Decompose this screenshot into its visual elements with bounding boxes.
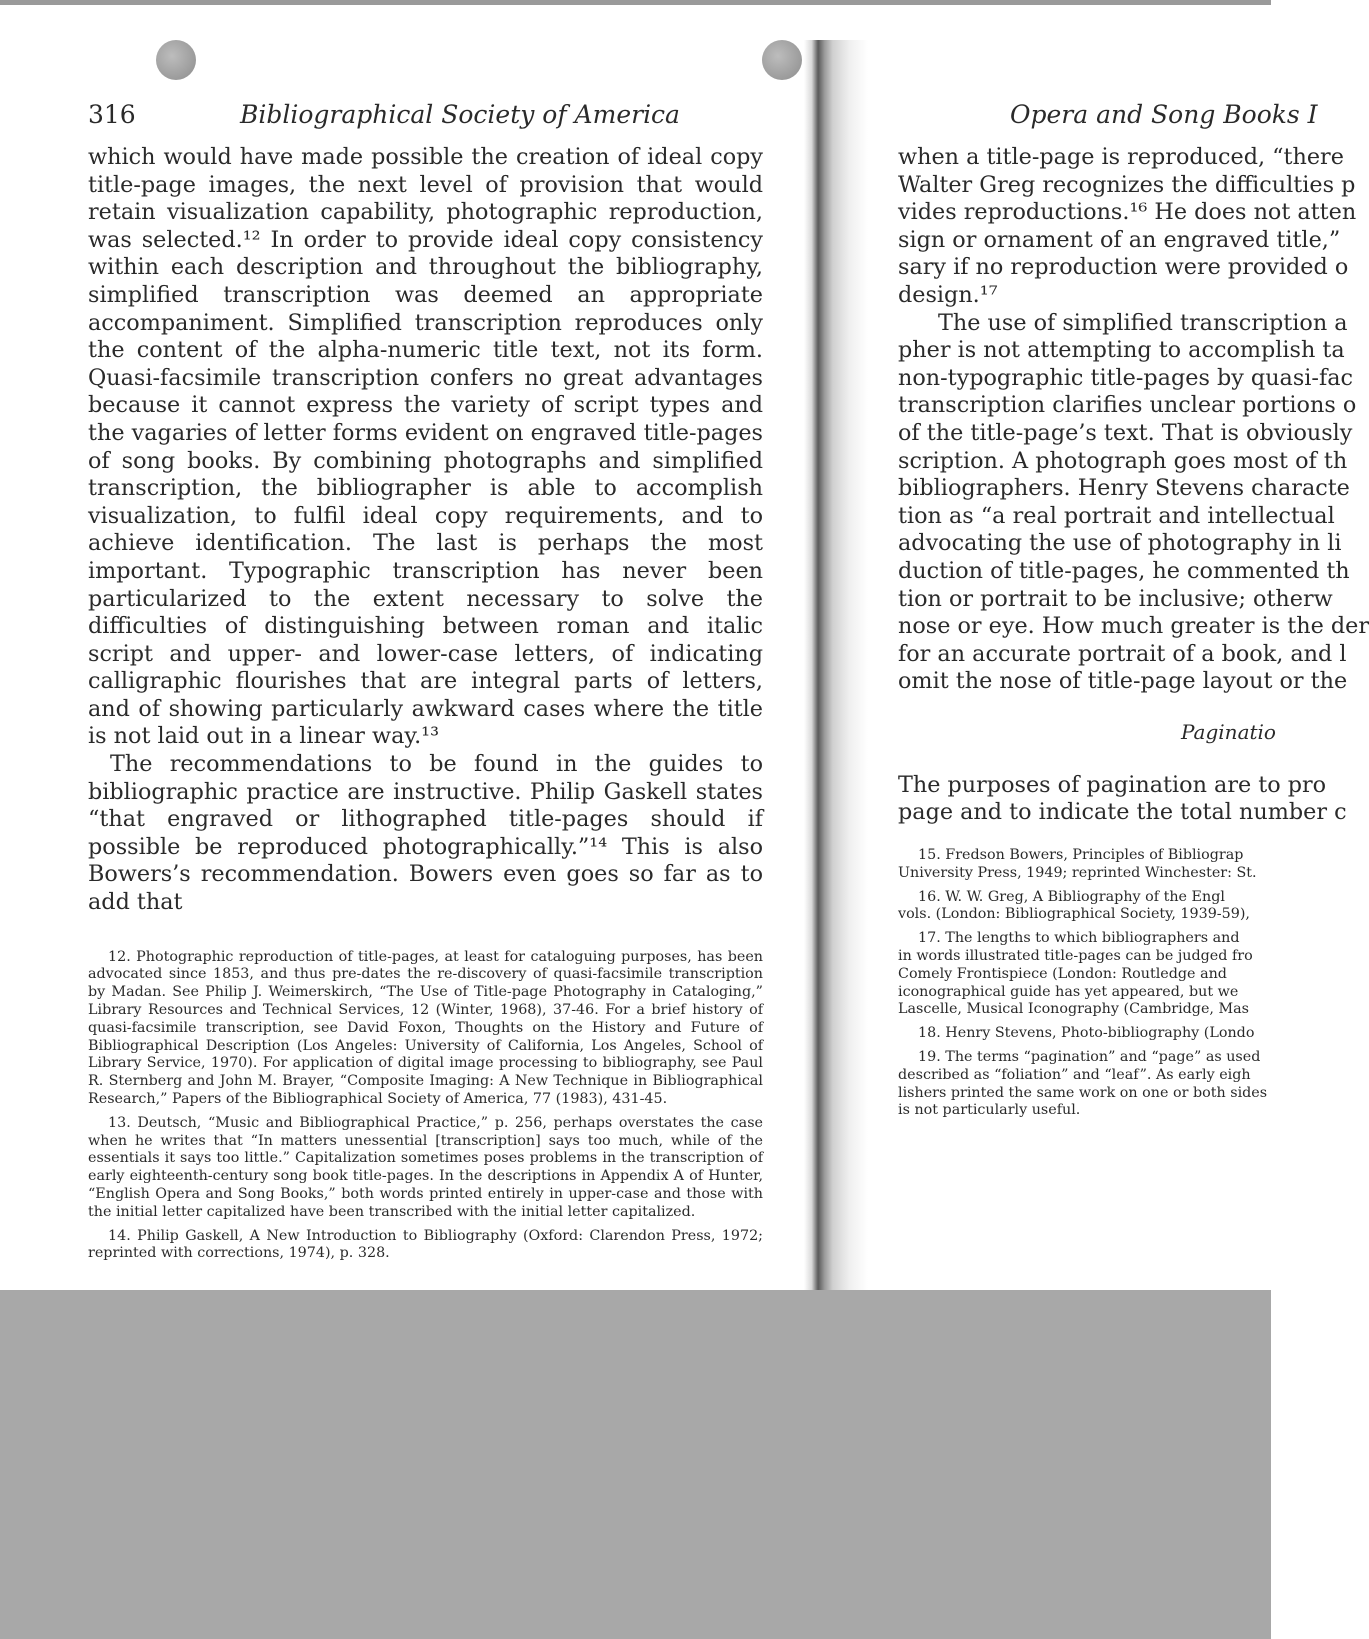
footnote-line: in words illustrated title-pages can be judged fro	[898, 948, 1253, 965]
text-line: vides reproductions.¹⁶ He does not atten	[898, 199, 1357, 226]
footnote-14: 14. Philip Gaskell, A New Introduction to Bibliography (Oxford: Clarendon Press, 1972; reprinted with corrections, 1974), p. 328.	[88, 1227, 763, 1262]
text-line: page and to indicate the total number c	[898, 799, 1347, 826]
punch-hole	[156, 40, 196, 80]
text-line: duction of title-pages, he commented th	[898, 557, 1350, 584]
text-line: of the title-page’s text. That is obviously	[898, 419, 1353, 446]
book-spine-gutter	[804, 40, 868, 1290]
footnote-line: 15. Fredson Bowers, Principles of Bibliograp	[918, 847, 1244, 864]
text-line: when a title-page is reproduced, “there	[898, 144, 1344, 170]
text-line: nose or eye. How much greater is the der	[898, 613, 1369, 640]
text-line: scription. A photograph goes most of th	[898, 447, 1348, 474]
footnotes	[898, 847, 1271, 1120]
text-line: non-typographic title-pages by quasi-fac	[898, 364, 1353, 391]
text-line: advocating the use of photography in li	[898, 530, 1342, 557]
scan-top-edge	[0, 0, 1271, 5]
left-page	[88, 100, 763, 1269]
footnote-line: vols. (London: Bibliographical Society, 1939-59),	[898, 906, 1250, 923]
right-page	[898, 100, 1369, 1120]
footnote-line: 17. The lengths to which bibliographers and	[918, 930, 1240, 947]
text-line: sary if no reproduction were provided o	[898, 254, 1349, 281]
scanner-background	[0, 1290, 1271, 1639]
text-line: transcription clarifies unclear portions o	[898, 392, 1357, 419]
footnote-line: is not particularly useful.	[898, 1102, 1081, 1119]
text-line: The purposes of pagination are to pro	[898, 771, 1327, 798]
running-head-title: Opera and Song Books I	[1010, 100, 1318, 129]
footnote-line: Comely Frontispiece (London: Routledge and	[898, 965, 1227, 982]
text-line: design.¹⁷	[898, 281, 998, 308]
text-line: sign or ornament of an engraved title,”	[898, 226, 1341, 253]
footnote-line: University Press, 1949; reprinted Winchester: St.	[898, 864, 1257, 881]
footnote-line: lishers printed the same work on one or both sides	[898, 1084, 1268, 1101]
text-line: The use of simplified transcription a	[938, 309, 1348, 336]
footnote-line: iconographical guide has yet appeared, but we	[898, 983, 1239, 1000]
footnote-line: 19. The terms “pagination” and “page” as used	[918, 1049, 1261, 1066]
footnote-line: Lascelle, Musical Iconography (Cambridge, Mas	[898, 1001, 1249, 1018]
body-text	[88, 144, 763, 917]
text-line: Walter Greg recognizes the difficulties p	[898, 171, 1356, 198]
text-line: tion or portrait to be inclusive; otherw	[898, 585, 1333, 612]
punch-hole	[762, 40, 802, 80]
page-number: 316	[88, 100, 136, 129]
footnote-12: 12. Photographic reproduction of title-pages, at least for cataloguing purposes, has been advocated since 1853, and thus pre-dates the re-discovery of quasi-facsimile transcription by Madan. See Philip J. Weimerskirch, “The Use of Title-page Photography in Cataloging,” Library Resources and Technical Services, 12 (Winter, 1968), 37-46. For a brief history of quasi-facsimile transcription, see David Foxon, Thoughts on the History and Future of Bibliographical Description (Los Angeles: University of California, Los Angeles, School of Library Service, 1970). For application of digital image processing to bibliography, see Paul R. Sternberg and John M. Brayer, “Composite Imaging: A New Technique in Bibliographical Research,” Papers of the Bibliographical Society of America, 77 (1983), 431-45.	[88, 948, 763, 1107]
text-line: for an accurate portrait of a book, and l	[898, 640, 1347, 667]
journal-title: Bibliographical Society of America	[240, 100, 680, 129]
section-heading: Paginatio	[1181, 719, 1276, 744]
footnote-line: described as “foliation” and “leaf”. As early eigh	[898, 1066, 1251, 1083]
text-line: tion as “a real portrait and intellectual	[898, 502, 1335, 529]
footnote-13: 13. Deutsch, “Music and Bibliographical Practice,” p. 256, perhaps overstates the case when he writes that “In matters unessential [transcription] says too much, while of the essentials it says too little.” Capitalization sometimes poses problems in the transcription of early eighteenth-century song book title-pages. In the descriptions in Appendix A of Hunter, “English Opera and Song Books,” both words printed entirely in upper-case and those with the initial letter capitalized have been transcribed with the initial letter capitalized.	[88, 1114, 763, 1220]
footnote-line: 18. Henry Stevens, Photo-bibliography (Londo	[918, 1025, 1255, 1042]
body-text	[898, 144, 1369, 696]
footnote-line: 16. W. W. Greg, A Bibliography of the Engl	[918, 888, 1225, 905]
paragraph: The recommendations to be found in the guides to bibliographic practice are instructive. Philip Gaskell states “that engraved or lithographed title-pages should if possible be reproduced photographically.”¹⁴ This is also Bowers’s recommendation. Bowers even goes so far as to add that	[88, 751, 763, 916]
text-line: omit the nose of title-page layout or the	[898, 668, 1348, 695]
text-line: bibliographers. Henry Stevens characte	[898, 475, 1350, 502]
running-head	[88, 100, 763, 144]
paragraph: which would have made possible the creation of ideal copy title-page images, the next level of provision that would retain visualization capability, photographic reproduction, was selected.¹² In order to provide ideal copy consistency within each description and throughout the bibliography, simplified transcription was deemed an appropriate accompaniment. Simplified transcription reproduces only the content of the alpha-numeric title text, not its form. Quasi-facsimile transcription confers no great advantages because it cannot express the variety of script types and the vagaries of letter forms evident on engraved title-pages of song books. By combining photographs and simplified transcription, the bibliographer is able to accomplish visualization, to fulfil ideal copy requirements, and to achieve identification. The last is perhaps the most important. Typographic transcription has never been particularized to the extent necessary to solve the difficulties of distinguishing between roman and italic script and upper- and lower-case letters, of indicating calligraphic flourishes that are integral parts of letters, and of showing particularly awkward cases where the title is not laid out in a linear way.¹³	[88, 144, 763, 750]
text-line: pher is not attempting to accomplish ta	[898, 337, 1345, 364]
footnotes	[88, 949, 763, 1264]
body-text	[898, 771, 1347, 827]
running-head	[898, 100, 1318, 144]
